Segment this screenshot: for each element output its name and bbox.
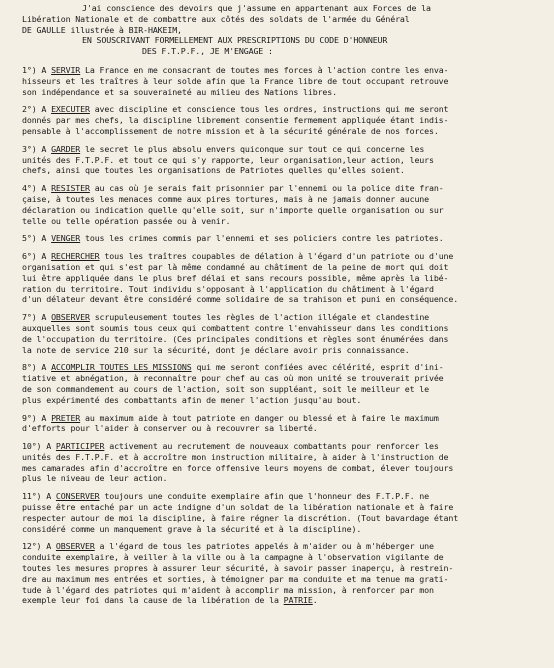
article-line	[22, 345, 542, 356]
article-text: organisation et qui s'est par là même condamné au châtiment de la peine de mort qui doit	[22, 261, 449, 272]
article-4	[22, 183, 542, 226]
article-3	[22, 144, 542, 176]
article-line	[22, 423, 542, 434]
article-number: 11°) A	[22, 491, 56, 502]
article-text: au cas où je serais fait prisonnier par l'ennemi ou la police dite fran-	[89, 183, 444, 194]
article-text: auxquelles sont soumis tous ceux qui combattent contre l'envahisseur dans les conditions	[22, 322, 449, 333]
article-number: 1°) A	[22, 64, 52, 75]
article-9	[22, 413, 542, 435]
article-text: La France en me consacrant de toutes mes forces à l'action contre les enva-	[80, 64, 449, 75]
article-line	[22, 273, 542, 284]
article-line	[22, 262, 542, 273]
article-line	[22, 194, 542, 205]
preamble-line: J'ai conscience des devoirs que j'assume en appartenant aux Forces de la	[82, 3, 431, 13]
article-text: activement au recrutement de nouveaux combattants pour renforcer les	[104, 441, 439, 452]
article-line	[22, 452, 542, 463]
article-text: unités des F.T.P.F. et tout ce qui s'y rapporte, leur organisation,leur action, leurs	[22, 154, 434, 165]
article-text: tiative et abnégation, à reconnaître pour chef au cas où mon unité se trouverait privée	[22, 373, 444, 384]
article-8	[22, 362, 542, 405]
article-text: toujours une conduite exemplaire afin que l'honneur des F.T.P.F. ne	[99, 491, 430, 502]
article-verb: ACCOMPLIR TOUTES LES MISSIONS	[51, 362, 192, 373]
article-line	[22, 463, 542, 474]
article-line	[22, 294, 542, 305]
article-line	[22, 541, 542, 552]
article-line	[22, 76, 542, 87]
article-line	[22, 126, 542, 137]
article-text: le secret le plus absolu envers quiconque sur tout ce qui concerne les	[80, 143, 425, 154]
article-line	[22, 284, 542, 295]
preamble-line: DE GAULLE illustrée à BIR-HAKEIM,	[22, 24, 182, 35]
article-text: respecter autour de moi la discipline, à faire régner la discrétion. (Tout bavardage étant	[22, 512, 459, 523]
preamble-line: EN SOUSCRIVANT FORMELLEMENT AUX PRESCRIPTIONS DU CODE D'HONNEUR	[82, 35, 388, 46]
article-verb: OBSERVER	[55, 541, 95, 552]
article-line	[22, 491, 542, 502]
patrie-word: PATRIE	[283, 595, 313, 606]
article-text: tous les traîtres coupables de délation à l'égard d'un patriote ou d'une	[99, 251, 454, 262]
article-number: 8°) A	[22, 362, 52, 373]
article-line	[22, 595, 542, 606]
article-verb: EXECUTER	[51, 104, 90, 115]
article-text: plus le niveau de leur action.	[22, 473, 168, 484]
article-line	[22, 513, 542, 524]
article-verb: PRETER	[51, 412, 81, 423]
article-text: unités des F.T.P.F. et à accroître mon instruction militaire, à aider à l'instruction de	[22, 451, 449, 462]
article-text: çaise, à toutes les menaces comme aux pires tortures, mais à ne jamais donner aucune	[22, 193, 429, 204]
article-text: scrupuleusement toutes les règles de l'action illégale et clandestine	[89, 312, 430, 323]
article-verb: VENGER	[51, 233, 81, 244]
articles-list	[22, 65, 542, 606]
article-line	[22, 183, 542, 194]
article-verb: RESISTER	[51, 183, 90, 194]
article-text: de l'occupation du territoire. (Ces principales conditions et règles sont énumérées dans	[22, 333, 449, 344]
article-verb: CONSERVER	[55, 491, 100, 502]
article-verb: GARDER	[51, 143, 81, 154]
article-line	[22, 155, 542, 166]
article-text: conduite exemplaire, à veiller à la ville ou à la campagne à l'observation vigilante de	[22, 552, 444, 563]
article-line	[22, 373, 542, 384]
article-number: 4°) A	[22, 183, 52, 194]
article-number: 3°) A	[22, 143, 52, 154]
article-text: considéré comme un manquement grave à la sécurité et à la discipline).	[22, 523, 362, 534]
article-1	[22, 65, 542, 97]
article-text: plus expérimenté des combattants afin de mener l'action jusqu'au bout.	[22, 394, 362, 405]
article-number: 5°) A	[22, 233, 52, 244]
article-line	[22, 362, 542, 373]
article-line	[22, 334, 542, 345]
article-text: donnés par mes chefs, la discipline librement consentie fermement appliquée étant indis-	[22, 115, 449, 126]
article-text: mes camarades afin d'accroître en force offensive leurs moyens de combat, élever toujours	[22, 462, 454, 473]
article-text: pensable à l'accomplissement de notre mission et à la sécurité générale de nos forces.	[22, 125, 439, 136]
article-line	[22, 216, 542, 227]
article-text: .	[312, 595, 318, 606]
preamble	[22, 3, 542, 57]
article-line	[22, 115, 542, 126]
article-number: 6°) A	[22, 251, 52, 262]
article-text: avec discipline et conscience tous les ordres, instructions qui me seront	[89, 104, 449, 115]
article-text: telle ou telle opération passée ou à venir.	[22, 215, 231, 226]
article-line	[22, 413, 542, 424]
article-line	[22, 552, 542, 563]
article-text: déclaration ou indication quelle qu'elle soit, sur n'importe quelle organisation ou sur	[22, 204, 444, 215]
article-text: au maximum aide à tout patriote en danger ou blessé et à faire le maximum	[80, 412, 439, 423]
article-number: 2°) A	[22, 104, 52, 115]
article-text: son indépendance et sa souveraineté au milieu des Nations libres.	[22, 86, 337, 97]
article-text: exemple leur foi dans la cause de la libération de la	[22, 595, 284, 606]
article-text: de son commandement au cours de l'action, soit son suppléant, soit le meilleur et le	[22, 383, 429, 394]
article-text: d'un délateur devant être considéré comme solidaire de sa trahison et puni en conséquence.	[22, 294, 459, 305]
article-line	[22, 384, 542, 395]
article-line	[22, 165, 542, 176]
article-verb: RECHERCHER	[51, 251, 100, 262]
article-line	[22, 441, 542, 452]
article-text: la note de service 210 sur la sécurité, dont je déclare avoir pris connaissance.	[22, 344, 410, 355]
article-line	[22, 563, 542, 574]
preamble-line: Libération Nationale et de combattre aux côtés des soldats de l'armée du Général	[22, 13, 410, 24]
article-text: hisseurs et les traîtres à leur solde afin que la France libre de tout occupant retrouve	[22, 75, 449, 86]
preamble-line: DES F.T.P.F., JE M'ENGAGE :	[142, 46, 273, 57]
article-text: tous les crimes commis par l'ennemi et ses policiers contre les patriotes.	[80, 233, 444, 244]
article-line	[22, 251, 542, 262]
article-line	[22, 87, 542, 98]
article-7	[22, 312, 542, 355]
article-text: qui me seront confiées avec célérité, esprit d'ini-	[191, 362, 444, 373]
article-verb: SERVIR	[51, 64, 81, 75]
article-2	[22, 104, 542, 136]
article-verb: OBSERVER	[51, 312, 90, 323]
article-number: 9°) A	[22, 412, 52, 423]
article-line	[22, 205, 542, 216]
article-line	[22, 323, 542, 334]
article-line	[22, 585, 542, 596]
article-11	[22, 491, 542, 534]
article-line	[22, 65, 542, 76]
article-6	[22, 251, 542, 305]
article-line	[22, 524, 542, 535]
article-12	[22, 541, 542, 606]
article-line	[22, 104, 542, 115]
article-line	[22, 502, 542, 513]
article-line	[22, 574, 542, 585]
article-5	[22, 233, 542, 244]
article-text: ration du territoire. Tout individu s'opposant à l'application du châtiment à l'égard	[22, 283, 434, 294]
article-10	[22, 441, 542, 484]
article-verb: PARTICIPER	[55, 441, 105, 452]
article-line	[22, 395, 542, 406]
article-text: d'efforts pour l'aider à conserver ou à recouvrer sa liberté.	[22, 423, 318, 434]
article-line	[22, 144, 542, 155]
article-line	[22, 233, 542, 244]
article-text: lui être appliquée dans le plus bref délai et sans recours possible, même après la libé-	[22, 272, 449, 283]
article-text: chefs, ainsi que toutes les organisations de Patriotes quelles qu'elles soient.	[22, 165, 405, 176]
article-text: toutes les mesures propres à assurer leur sécurité, à savoir passer inaperçu, à restrein-	[22, 563, 454, 574]
article-number: 12°) A	[22, 541, 56, 552]
article-text: dre au maximum mes entrées et sorties, à témoigner par ma conduite et ma tenue ma grati-	[22, 573, 449, 584]
article-text: tude à l'égard des patriotes qui m'aident à accomplir ma mission, à renforcer par mon	[22, 584, 434, 595]
article-number: 7°) A	[22, 312, 52, 323]
article-line	[22, 473, 542, 484]
article-line	[22, 312, 542, 323]
article-text: a l'égard de tous les patriotes appelés à m'aider ou à m'héberger une	[94, 541, 434, 552]
article-text: puisse être entaché par un acte indigne d'un soldat de la libération nationale et à faire	[22, 502, 454, 513]
article-number: 10°) A	[22, 441, 56, 452]
